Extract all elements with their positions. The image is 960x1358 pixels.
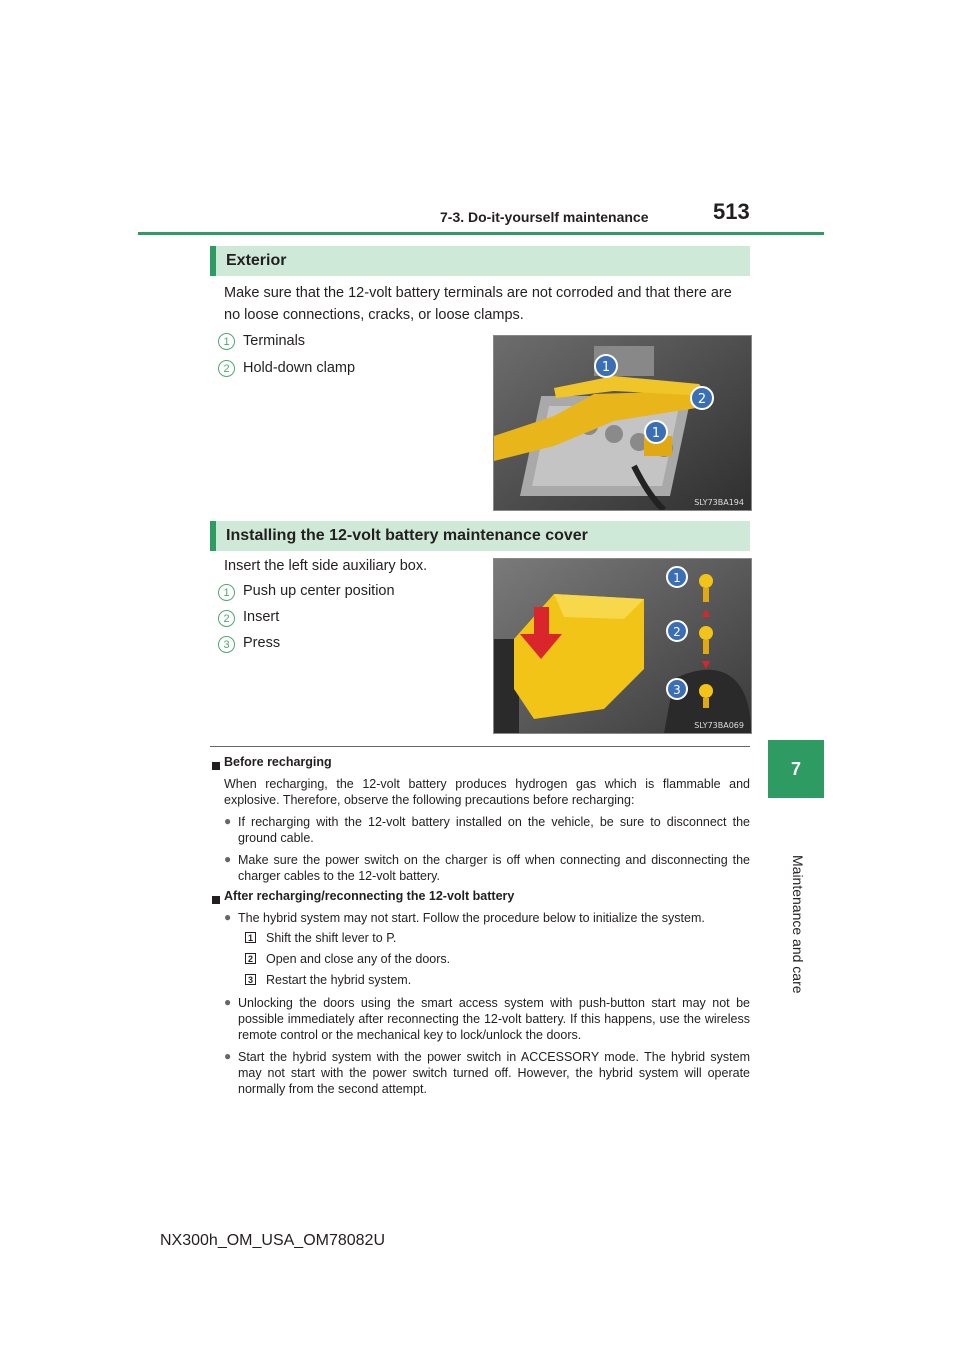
photo-callout: 3 <box>673 683 681 697</box>
item-label-press: Press <box>243 635 281 651</box>
section-heading-exterior: Exterior <box>210 246 750 276</box>
note-heading-after-recharging: After recharging/reconnecting the 12-volt battery <box>224 889 515 903</box>
battery-photo <box>493 335 752 511</box>
item-label-terminals: Terminals <box>243 333 306 349</box>
note-marker <box>212 757 220 775</box>
notes-divider <box>210 746 750 747</box>
step-text: Shift the shift lever to P. <box>266 931 397 945</box>
image-code: SLY73BA194 <box>694 498 744 507</box>
cover-illustration <box>494 559 751 733</box>
note-bullet-hybrid-may-not-start: The hybrid system may not start. Follow the procedure below to initialize the system. <box>238 911 705 925</box>
item-number-circle: 3 <box>218 636 235 653</box>
item-label-insert: Insert <box>243 609 280 625</box>
note-marker <box>212 891 220 909</box>
photo-callout: 1 <box>651 426 661 441</box>
step-text: Restart the hybrid system. <box>266 973 412 987</box>
item-number-circle: 1 <box>218 333 235 350</box>
image-code: SLY73BA069 <box>694 721 744 730</box>
step-number-box: 1 <box>245 932 256 943</box>
note-bullet-smart-access: Unlocking the doors using the smart access system with push-button start may not be possible immediately after reconnecting the 12-volt battery. If this happens, use the wireless remote control or the mechanical key to lock/unlock the doors. <box>238 996 750 1042</box>
item-label-push-up: Push up center position <box>243 583 395 599</box>
note-bullet-accessory-mode: Start the hybrid system with the power switch in ACCESSORY mode. The hybrid system may not start with the power switch turned off. However, the hybrid system will operate normally from the second attempt. <box>238 1050 750 1096</box>
bullet-dot: ● <box>224 910 232 924</box>
item-number-circle: 2 <box>218 610 235 627</box>
page-number: 513 <box>713 199 750 224</box>
bullet-dot: ● <box>224 852 232 866</box>
photo-callout: 1 <box>601 360 611 375</box>
bullet-dot: ● <box>224 1049 232 1063</box>
item-number-circle: 2 <box>218 360 235 377</box>
chapter-label: Maintenance and care <box>790 855 806 994</box>
note-text-before: When recharging, the 12-volt battery produces hydrogen gas which is flammable and explosive. Therefore, observe the following precautions before recharging: <box>224 777 750 807</box>
bullet-dot: ● <box>224 995 232 1009</box>
exterior-text: Make sure that the 12-volt battery terminals are not corroded and that there are no loose connections, cracks, or loose clamps. <box>224 285 732 323</box>
photo-callout: 2 <box>673 625 681 639</box>
installing-text: Insert the left side auxiliary box. <box>224 558 428 574</box>
note-bullet-ground-cable: If recharging with the 12-volt battery installed on the vehicle, be sure to disconnect the ground cable. <box>238 815 750 845</box>
step-text: Open and close any of the doors. <box>266 952 451 966</box>
note-bullet-charger-switch: Make sure the power switch on the charger is off when connecting and disconnecting the charger cables to the 12-volt battery. <box>238 853 750 883</box>
item-label-hold-down-clamp: Hold-down clamp <box>243 360 356 376</box>
photo-callout: 2 <box>697 392 707 407</box>
footer-document-code: NX300h_OM_USA_OM78082U <box>160 1232 386 1249</box>
photo-callout: 1 <box>673 571 681 585</box>
maintenance-cover-photo <box>493 558 752 734</box>
note-heading-before-recharging: Before recharging <box>224 755 332 769</box>
header-rule <box>138 232 824 235</box>
section-heading-installing-cover: Installing the 12-volt battery maintenance cover <box>210 521 750 551</box>
bullet-dot: ● <box>224 814 232 828</box>
item-number-circle: 1 <box>218 584 235 601</box>
battery-illustration <box>494 336 751 510</box>
chapter-tab: 7 <box>768 740 824 798</box>
header-section-title: 7-3. Do-it-yourself maintenance <box>440 209 649 225</box>
step-number-box: 2 <box>245 953 256 964</box>
step-number-box: 3 <box>245 974 256 985</box>
